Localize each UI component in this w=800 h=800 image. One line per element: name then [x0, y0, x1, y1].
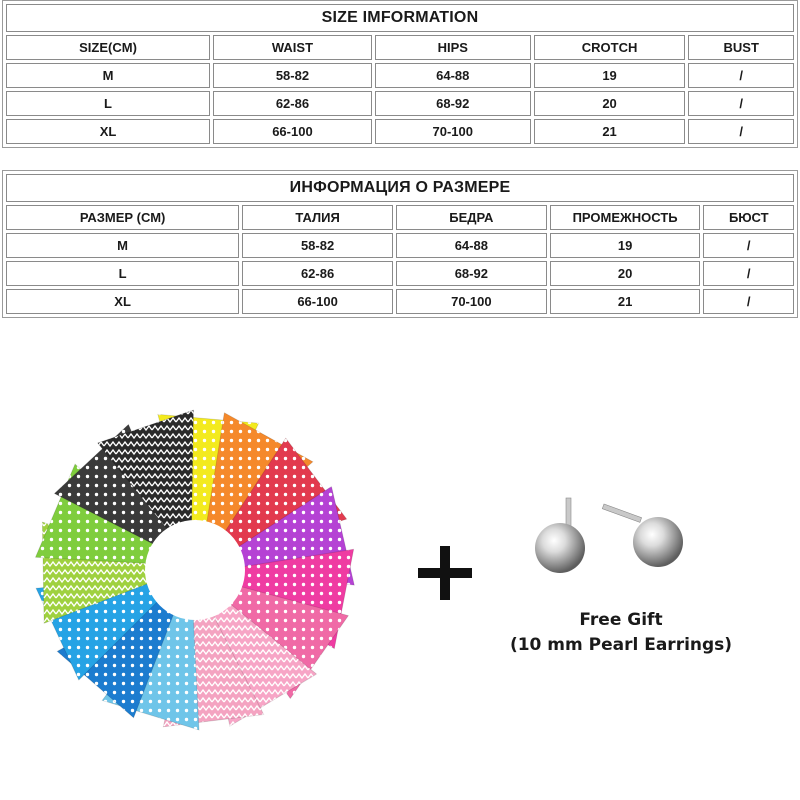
header-cell: WAIST [213, 35, 372, 60]
table-cell: 58-82 [242, 233, 393, 258]
table-cell: 19 [550, 233, 701, 258]
table-cell: / [703, 233, 794, 258]
table-cell: L [6, 261, 239, 286]
size-table-title: SIZE IMFORMATION [6, 4, 794, 32]
table-cell: L [6, 91, 210, 116]
table-cell: / [703, 289, 794, 314]
table-cell: / [688, 63, 794, 88]
table-row [6, 91, 794, 116]
table-cell: 20 [550, 261, 701, 286]
earring-right [602, 504, 683, 567]
size-table-en [2, 0, 798, 148]
table-row [6, 119, 794, 144]
header-cell: CROTCH [534, 35, 686, 60]
plus-icon [418, 546, 472, 600]
free-gift-title: Free Gift [579, 610, 663, 630]
table-cell: 21 [534, 119, 686, 144]
size-table-title: ИНФОРМАЦИЯ О РАЗМЕРЕ [6, 174, 794, 202]
table-cell: 21 [550, 289, 701, 314]
table-cell: 62-86 [213, 91, 372, 116]
table-cell: 62-86 [242, 261, 393, 286]
table-cell: XL [6, 289, 239, 314]
table-cell: 64-88 [396, 233, 547, 258]
plus-icon-bar [440, 546, 450, 600]
size-table-title-row [6, 4, 794, 32]
header-cell: BUST [688, 35, 794, 60]
header-cell: SIZE(CM) [6, 35, 210, 60]
table-cell: / [688, 119, 794, 144]
table-cell: / [688, 91, 794, 116]
table-cell: 66-100 [242, 289, 393, 314]
table-cell: 70-100 [375, 119, 531, 144]
header-cell: БЮСТ [703, 205, 794, 230]
panties-fan-image [20, 400, 370, 740]
table-cell: 70-100 [396, 289, 547, 314]
header-cell: ПРОМЕЖНОСТЬ [550, 205, 701, 230]
table-cell: 58-82 [213, 63, 372, 88]
header-cell: HIPS [375, 35, 531, 60]
free-gift-caption [490, 608, 752, 658]
fan-center-hole [145, 520, 245, 620]
table-cell: M [6, 233, 239, 258]
size-table-title-row [6, 174, 794, 202]
table-cell: / [703, 261, 794, 286]
table-cell: 68-92 [396, 261, 547, 286]
table-cell: 19 [534, 63, 686, 88]
pearl-earrings-image [520, 490, 720, 600]
table-row [6, 63, 794, 88]
size-table-header-row [6, 35, 794, 60]
earring-left [535, 498, 585, 573]
table-row [6, 233, 794, 258]
table-cell: 66-100 [213, 119, 372, 144]
table-cell: 20 [534, 91, 686, 116]
header-cell: БЕДРА [396, 205, 547, 230]
header-cell: РАЗМЕР (СМ) [6, 205, 239, 230]
size-table-header-row [6, 205, 794, 230]
table-row [6, 261, 794, 286]
table-row [6, 289, 794, 314]
table-cell: 68-92 [375, 91, 531, 116]
table-cell: XL [6, 119, 210, 144]
table-cell: M [6, 63, 210, 88]
table-cell: 64-88 [375, 63, 531, 88]
free-gift-subtitle: (10 mm Pearl Earrings) [509, 635, 733, 655]
size-table-ru [2, 170, 798, 318]
header-cell: ТАЛИЯ [242, 205, 393, 230]
